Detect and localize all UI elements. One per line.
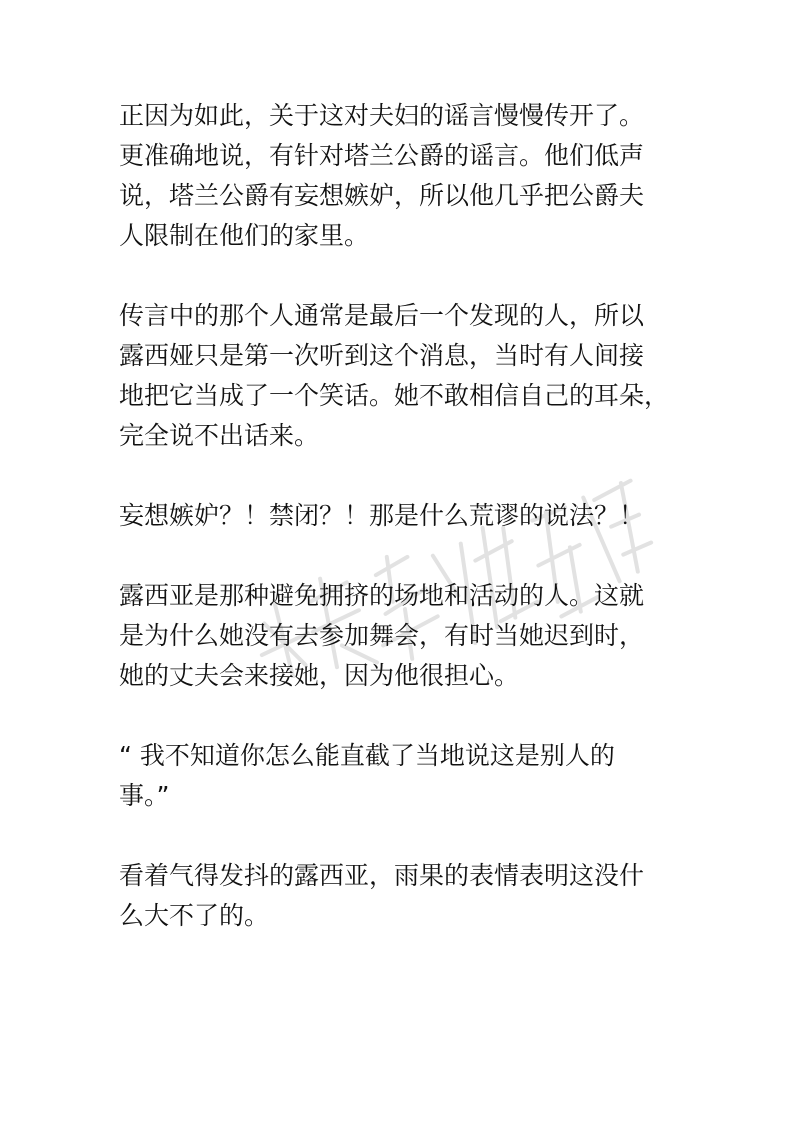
text-line: 事。” [119,781,170,810]
paragraph [119,576,684,696]
text-line: 正因为如此，关于这对夫妇的谣言慢慢传开了。 [119,101,645,130]
paragraph [119,96,684,256]
text-line: 她的丈夫会来接她，因为他很担心。 [119,661,520,690]
text-line: 么大不了的。 [119,901,270,930]
text-line: 露西娅只是第一次听到这个消息，当时有人间接 [119,341,645,370]
paragraph [119,496,684,536]
document-body [119,96,684,976]
text-line: 说，塔兰公爵有妄想嫉妒，所以他几乎把公爵夫 [119,181,645,210]
paragraph [119,736,684,816]
text-line: 看着气得发抖的露西亚，雨果的表情表明这没什 [119,861,645,890]
text-line: 露西亚是那种避免拥挤的场地和活动的人。这就 [119,581,645,610]
text-line: 地把它当成了一个笑话。她不敢相信自己的耳朵， [119,381,670,410]
text-line: 人限制在他们的家里。 [119,221,370,250]
text-line: 是为什么她没有去参加舞会，有时当她迟到时， [119,621,645,650]
text-line: 完全说不出话来。 [119,421,320,450]
text-line: “ 我不知道你怎么能直截了当地说这是别人的 [119,741,615,770]
text-line: 妄想嫉妒？！禁闭？！那是什么荒谬的说法？！ [119,501,645,530]
paragraph [119,856,684,936]
paragraph [119,296,684,456]
text-line: 传言中的那个人通常是最后一个发现的人，所以 [119,301,645,330]
text-line: 更准确地说，有针对塔兰公爵的谣言。他们低声 [119,141,645,170]
